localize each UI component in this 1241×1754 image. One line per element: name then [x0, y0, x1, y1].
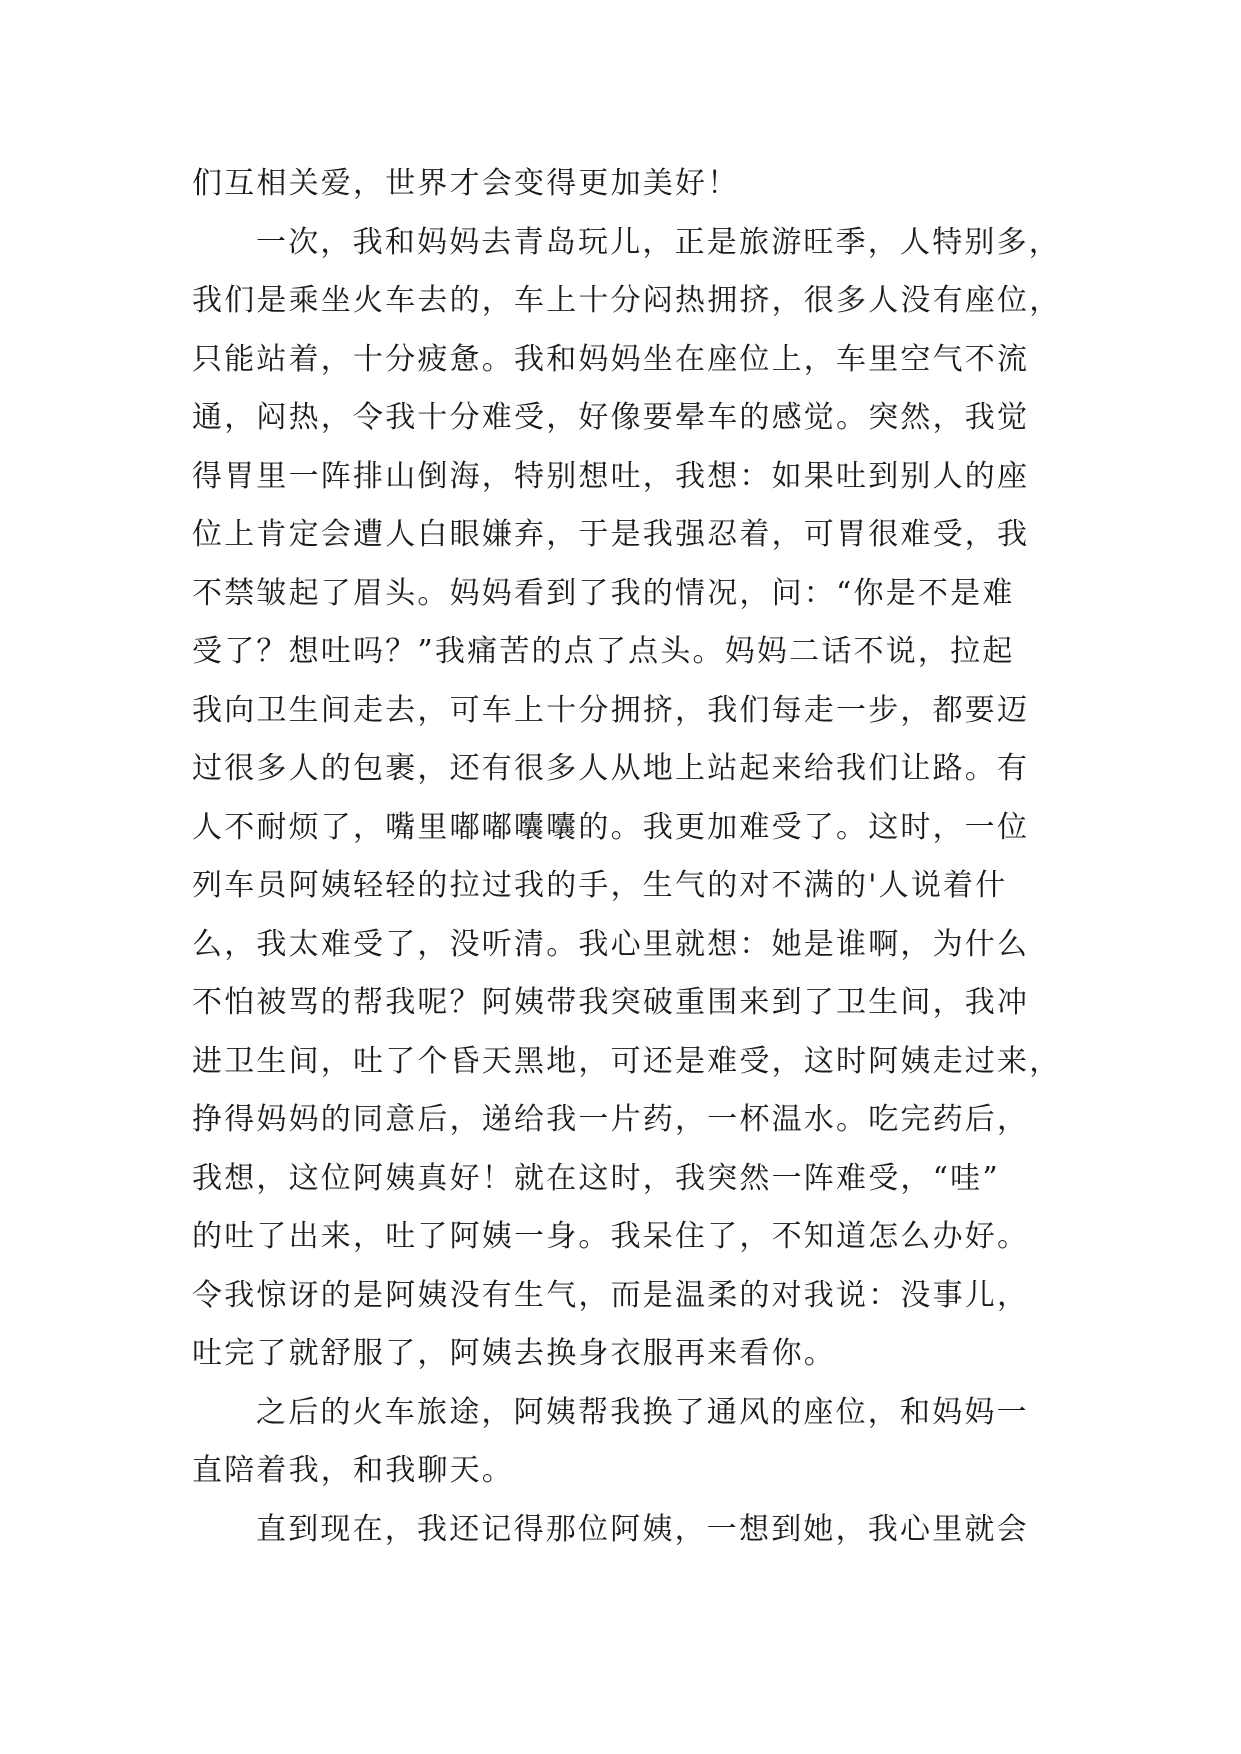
text-line: 通，闷热，令我十分难受，好像要晕车的感觉。突然，我觉: [192, 400, 1030, 435]
text-line: 一次，我和妈妈去青岛玩儿，正是旅游旺季，人特别多，: [256, 224, 1061, 260]
text-line: 不禁皱起了眉头。妈妈看到了我的情况，问：“你是不是难: [192, 575, 1015, 611]
text-line: 挣得妈妈的同意后，递给我一片药，一杯温水。吃完药后，: [192, 1102, 1030, 1137]
text-line: 直陪着我，和我聊天。: [192, 1453, 514, 1488]
text-line: 我想，这位阿姨真好！就在这时，我突然一阵难受，“哇”: [192, 1160, 1000, 1196]
text-line: 么，我太难受了，没听清。我心里就想：她是谁啊，为什么: [192, 926, 1030, 962]
text-line: 受了？想吐吗？”我痛苦的点了点头。妈妈二话不说，拉起: [192, 634, 1015, 669]
text-line: 我向卫生间走去，可车上十分拥挤，我们每走一步，都要迈: [192, 692, 1030, 728]
text-line: 吐完了就舒服了，阿姨去换身衣服再来看你。: [192, 1336, 836, 1371]
text-line: 之后的火车旅途，阿姨帮我换了通风的座位，和妈妈一: [256, 1394, 1029, 1430]
text-line: 过很多人的包裹，还有很多人从地上站起来给我们让路。有: [192, 751, 1030, 786]
text-line: 我们是乘坐火车去的，车上十分闷热拥挤，很多人没有座位，: [192, 283, 1062, 318]
text-line: 令我惊讶的是阿姨没有生气，而是温柔的对我说：没事儿，: [192, 1277, 1030, 1313]
text-line: 们互相关爱，世界才会变得更加美好！: [192, 166, 740, 201]
text-line: 得胃里一阵排山倒海，特别想吐，我想：如果吐到别人的座: [192, 458, 1030, 494]
text-line: 直到现在，我还记得那位阿姨，一想到她，我心里就会: [256, 1511, 1029, 1547]
text-line: 不怕被骂的帮我呢？阿姨带我突破重围来到了卫生间，我冲: [192, 985, 1030, 1020]
text-line: 人不耐烦了，嘴里嘟嘟囔囔的。我更加难受了。这时，一位: [192, 809, 1030, 845]
text-line: 进卫生间，吐了个昏天黑地，可还是难受，这时阿姨走过来，: [192, 1043, 1062, 1079]
text-line: 只能站着，十分疲惫。我和妈妈坐在座位上，车里空气不流: [192, 341, 1030, 377]
text-line: 位上肯定会遭人白眼嫌弃，于是我强忍着，可胃很难受，我: [192, 517, 1030, 552]
body-text: [192, 155, 1072, 1559]
text-line: 列车员阿姨轻轻的拉过我的手，生气的对不满的'人说着什: [192, 868, 1008, 903]
text-line: 的吐了出来，吐了阿姨一身。我呆住了，不知道怎么办好。: [192, 1219, 1030, 1254]
